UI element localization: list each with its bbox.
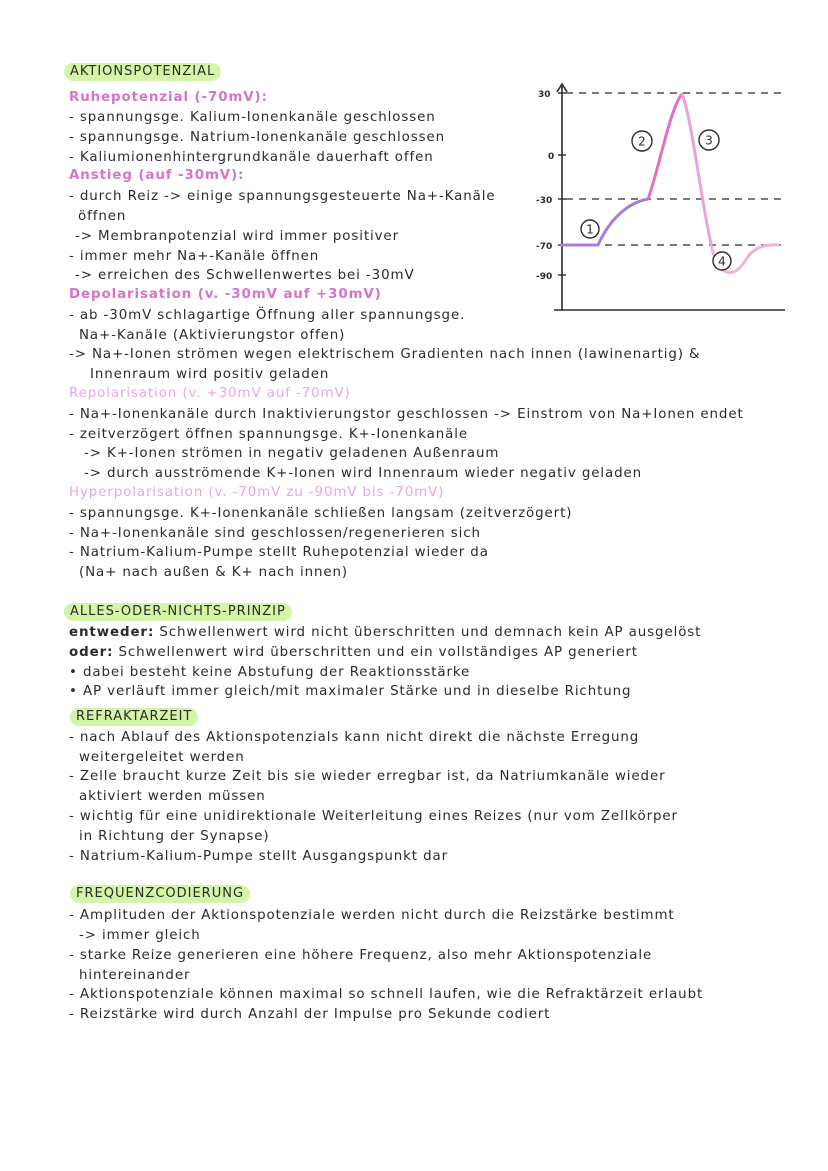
text-line: - Amplituden der Aktionspotenziale werden nicht durch die Reizstärke bestimmt	[69, 908, 675, 923]
text-line: - Natrium-Kalium-Pumpe stellt Ausgangspunkt dar	[69, 849, 449, 864]
text-oder: Schwellenwert wird überschritten und ein vollständiges AP generiert	[113, 645, 638, 660]
tick-label-minus30: -30	[536, 196, 553, 206]
curve-phase-3	[682, 94, 712, 248]
curve-phase-2	[648, 94, 682, 199]
label-entweder: entweder:	[69, 625, 155, 640]
text-line: - immer mehr Na+-Kanäle öffnen	[69, 249, 320, 264]
text-line: hintereinander	[79, 968, 191, 983]
text-line: - Kaliumionenhintergrundkanäle dauerhaft offen	[69, 150, 434, 165]
text-line: - starke Reize generieren eine höhere Frequenz, also mehr Aktionspotenziale	[69, 948, 653, 963]
text-line: aktiviert werden müssen	[79, 789, 266, 804]
phase-marker-1-label: 1	[586, 222, 594, 237]
text-line: -> immer gleich	[79, 928, 201, 943]
text-line: -> Na+-Ionen strömen wegen elektrischem Gradienten nach innen (lawinenartig) &	[69, 347, 701, 362]
label-oder: oder:	[69, 645, 114, 660]
text-line-oder	[69, 644, 638, 662]
tick-label-30: 30	[538, 90, 551, 100]
text-line: -> erreichen des Schwellenwertes bei -30mV	[75, 268, 415, 283]
subheading-repolarisation: Repolarisation (v. +30mV auf -70mV)	[69, 386, 351, 401]
subheading-depolarisation: Depolarisation (v. -30mV auf +30mV)	[69, 287, 382, 302]
heading-alles-oder-nichts: ALLES-ODER-NICHTS-PRINZIP	[64, 603, 292, 621]
subheading-hyperpolarisation: Hyperpolarisation (v. -70mV zu -90mV bis -70mV)	[69, 485, 445, 500]
subheading-ruhepotenzial: Ruhepotenzial (-70mV):	[69, 90, 268, 105]
text-line: in Richtung der Synapse)	[79, 829, 270, 844]
text-line: - zeitverzögert öffnen spannungsge. K+-Ionenkanäle	[69, 427, 468, 442]
text-line: - spannungsge. Natrium-Ionenkanäle geschlossen	[69, 130, 446, 145]
text-line: - durch Reiz -> einige spannungsgesteuerte Na+-Kanäle	[69, 189, 496, 204]
action-potential-graph	[530, 78, 790, 328]
text-line: - spannungsge. K+-Ionenkanäle schließen langsam (zeitverzögert)	[69, 506, 573, 521]
text-line: - spannungsge. Kalium-Ionenkanäle geschlossen	[69, 110, 436, 125]
text-line: Na+-Kanäle (Aktivierungstor offen)	[79, 328, 346, 343]
phase-marker-2-label: 2	[638, 134, 646, 149]
text-line: - Reizstärke wird durch Anzahl der Impulse pro Sekunde codiert	[69, 1007, 551, 1022]
text-line: -> Membranpotenzial wird immer positiver	[75, 229, 399, 244]
tick-label-0: 0	[548, 152, 555, 162]
text-line: - wichtig für eine unidirektionale Weiterleitung eines Reizes (nur vom Zellkörper	[69, 809, 678, 824]
text-line: -> K+-Ionen strömen in negativ geladenen Außenraum	[84, 446, 500, 461]
bullet-line: • AP verläuft immer gleich/mit maximaler Stärke und in dieselbe Richtung	[69, 684, 632, 699]
text-line: (Na+ nach außen & K+ nach innen)	[79, 565, 349, 580]
heading-refraktarzeit: REFRAKTARZEIT	[70, 708, 198, 726]
subheading-anstieg: Anstieg (auf -30mV):	[69, 168, 245, 183]
text-line: - Zelle braucht kurze Zeit bis sie wieder erregbar ist, da Natriumkanäle wieder	[69, 769, 666, 784]
phase-marker-4-label: 4	[718, 254, 726, 269]
text-line: weitergeleitet werden	[79, 750, 245, 765]
text-line: Innenraum wird positiv geladen	[90, 367, 330, 382]
text-line: - Na+-Ionenkanäle durch Inaktivierungstor geschlossen -> Einstrom von Na+Ionen endet	[69, 407, 744, 422]
phase-marker-3-label: 3	[705, 133, 713, 148]
text-line: - nach Ablauf des Aktionspotenzials kann nicht direkt die nächste Erregung	[69, 730, 640, 745]
heading-frequenzcodierung: FREQUENZCODIERUNG	[70, 885, 250, 903]
text-entweder: Schwellenwert wird nicht überschritten und demnach kein AP ausgelöst	[154, 625, 702, 640]
text-line: öffnen	[78, 209, 127, 224]
text-line: - ab -30mV schlagartige Öffnung aller spannungsge.	[69, 308, 466, 323]
text-line: - Aktionspotenziale können maximal so schnell laufen, wie die Refraktärzeit erlaubt	[69, 987, 704, 1002]
text-line: - Na+-Ionenkanäle sind geschlossen/regenerieren sich	[69, 526, 481, 541]
heading-aktionspotenzial: AKTIONSPOTENZIAL	[64, 63, 221, 81]
tick-label-minus90: -90	[536, 272, 553, 282]
text-line-entweder	[69, 624, 701, 642]
curve-phase-1	[562, 199, 648, 245]
text-line: -> durch ausströmende K+-Ionen wird Innenraum wieder negativ geladen	[84, 466, 643, 481]
text-line: - Natrium-Kalium-Pumpe stellt Ruhepotenzial wieder da	[69, 545, 489, 560]
bullet-line: • dabei besteht keine Abstufung der Reaktionsstärke	[69, 665, 471, 680]
tick-label-minus70: -70	[536, 242, 553, 252]
